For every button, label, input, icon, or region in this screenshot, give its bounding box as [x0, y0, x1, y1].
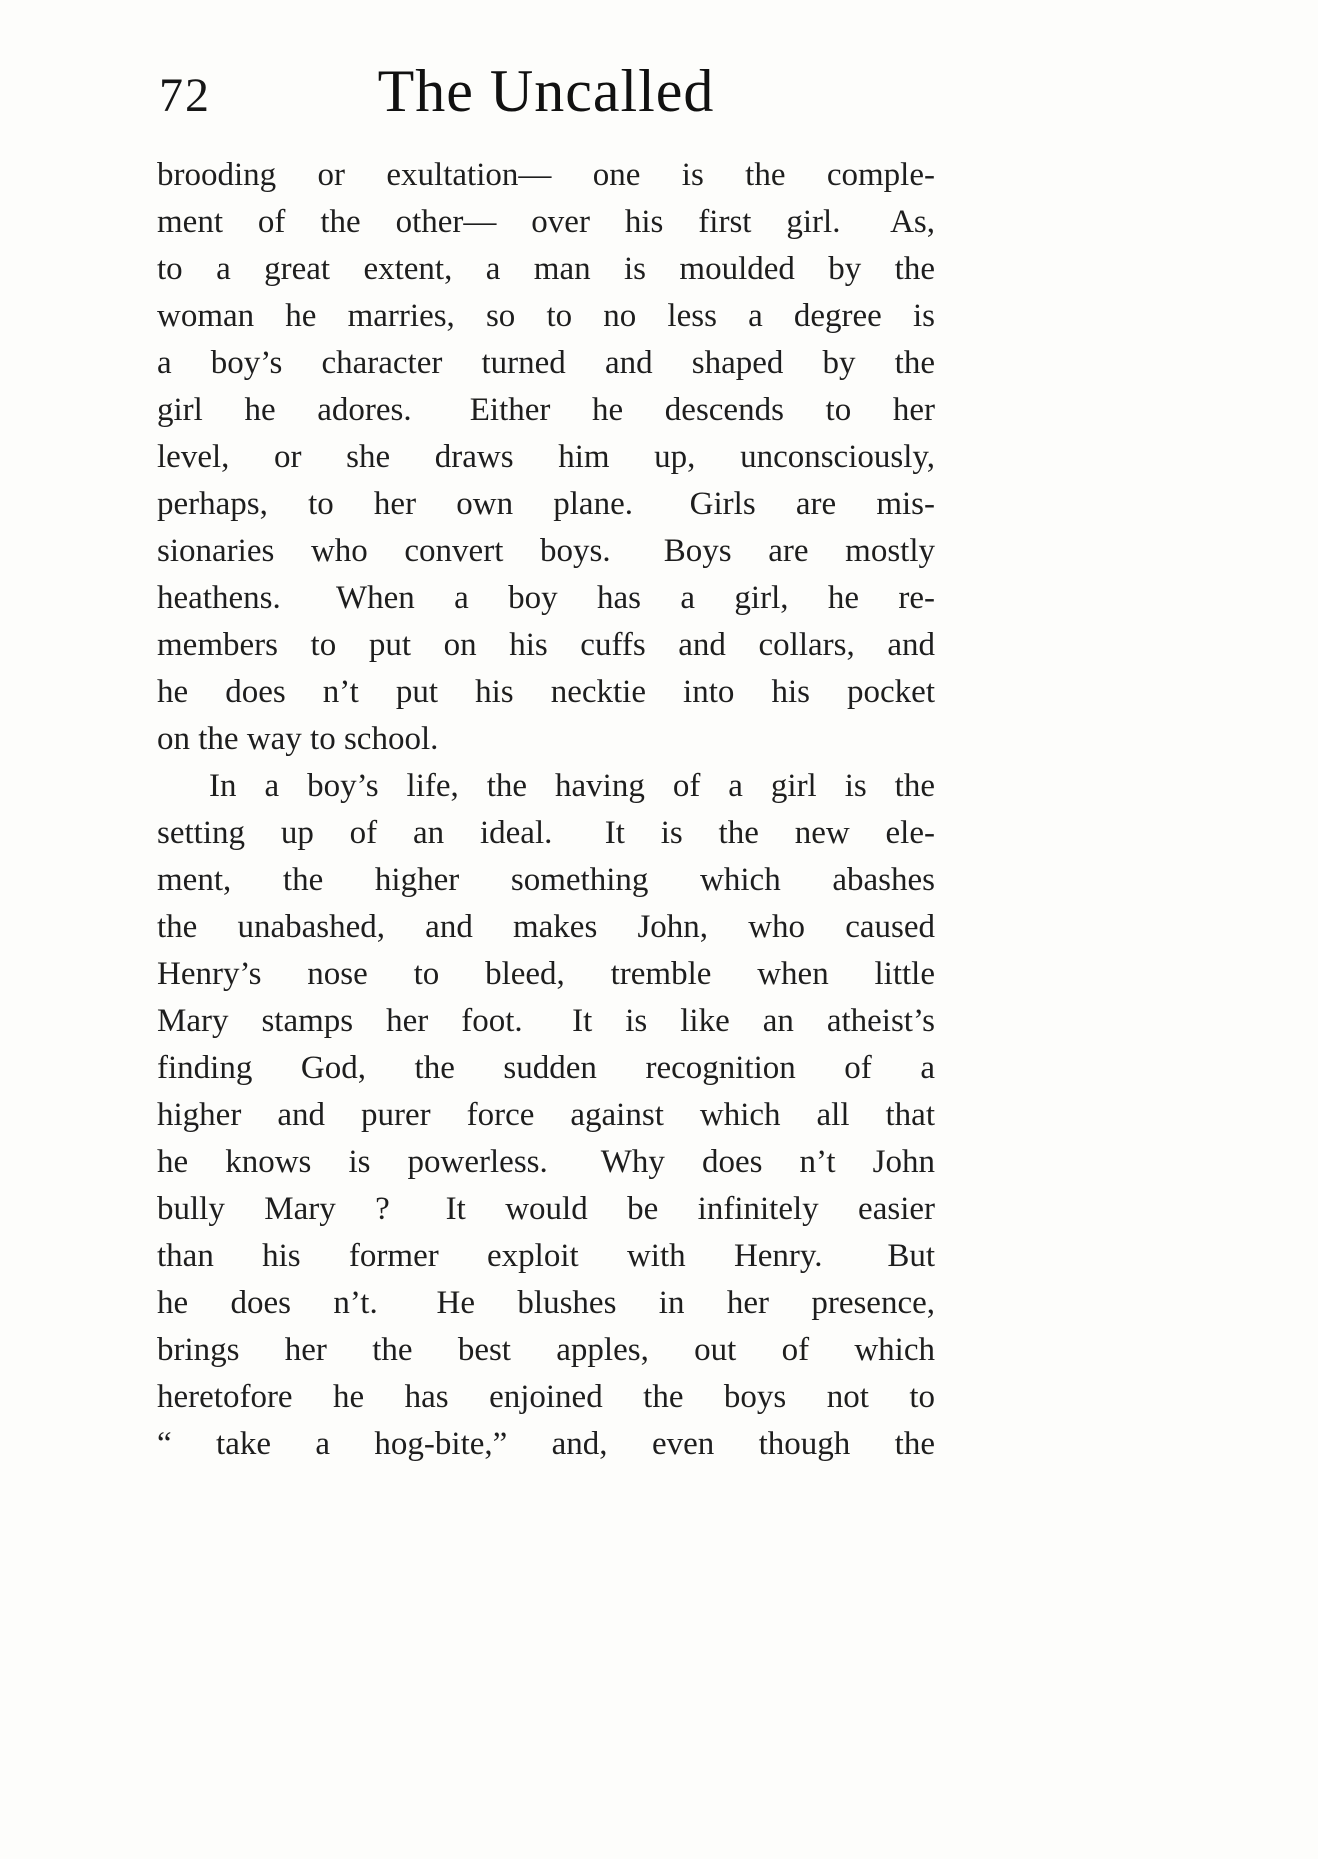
- text-line: ment of the other— over his first girl. As,: [157, 204, 935, 240]
- paragraph: [157, 763, 935, 1468]
- text-line: setting up of an ideal. It is the new ele-: [157, 815, 935, 851]
- text-line: girl he adores. Either he descends to her: [157, 392, 935, 428]
- text-line: the unabashed, and makes John, who caused: [157, 909, 935, 945]
- text-line: “ take a hog-bite,” and, even though the: [157, 1426, 935, 1462]
- text-line: a boy’s character turned and shaped by the: [157, 345, 935, 381]
- text-line: brooding or exultation— one is the comple-: [157, 157, 935, 193]
- text-line: bully Mary ? It would be infinitely easier: [157, 1191, 935, 1227]
- text-line: perhaps, to her own plane. Girls are mis-: [157, 486, 935, 522]
- text-line: In a boy’s life, the having of a girl is the: [209, 768, 935, 804]
- text-line: he does n’t put his necktie into his pocket: [157, 674, 935, 710]
- text-line: woman he marries, so to no less a degree is: [157, 298, 935, 334]
- text-line: higher and purer force against which all that: [157, 1097, 935, 1133]
- text-line: ment, the higher something which abashes: [157, 862, 935, 898]
- text-line: than his former exploit with Henry. But: [157, 1238, 935, 1274]
- page-number: 72: [159, 69, 211, 122]
- text-line: he knows is powerless. Why does n’t John: [157, 1144, 935, 1180]
- text-line: he does n’t. He blushes in her presence,: [157, 1285, 935, 1321]
- text-line: heretofore he has enjoined the boys not to: [157, 1379, 935, 1415]
- text-line: Mary stamps her foot. It is like an atheist’s: [157, 1003, 935, 1039]
- text-line: on the way to school.: [157, 721, 439, 757]
- text-line: members to put on his cuffs and collars, and: [157, 627, 935, 663]
- running-title: The Uncalled: [377, 58, 715, 124]
- text-line: Henry’s nose to bleed, tremble when little: [157, 956, 935, 992]
- text-line: brings her the best apples, out of which: [157, 1332, 935, 1368]
- page-body: [157, 152, 935, 1468]
- text-line: heathens. When a boy has a girl, he re-: [157, 580, 935, 616]
- page-header: [157, 58, 935, 138]
- text-line: finding God, the sudden recognition of a: [157, 1050, 935, 1086]
- paragraph: [157, 152, 935, 763]
- text-line: level, or she draws him up, unconsciously,: [157, 439, 935, 475]
- text-line: to a great extent, a man is moulded by the: [157, 251, 935, 287]
- text-line: sionaries who convert boys. Boys are mostly: [157, 533, 935, 569]
